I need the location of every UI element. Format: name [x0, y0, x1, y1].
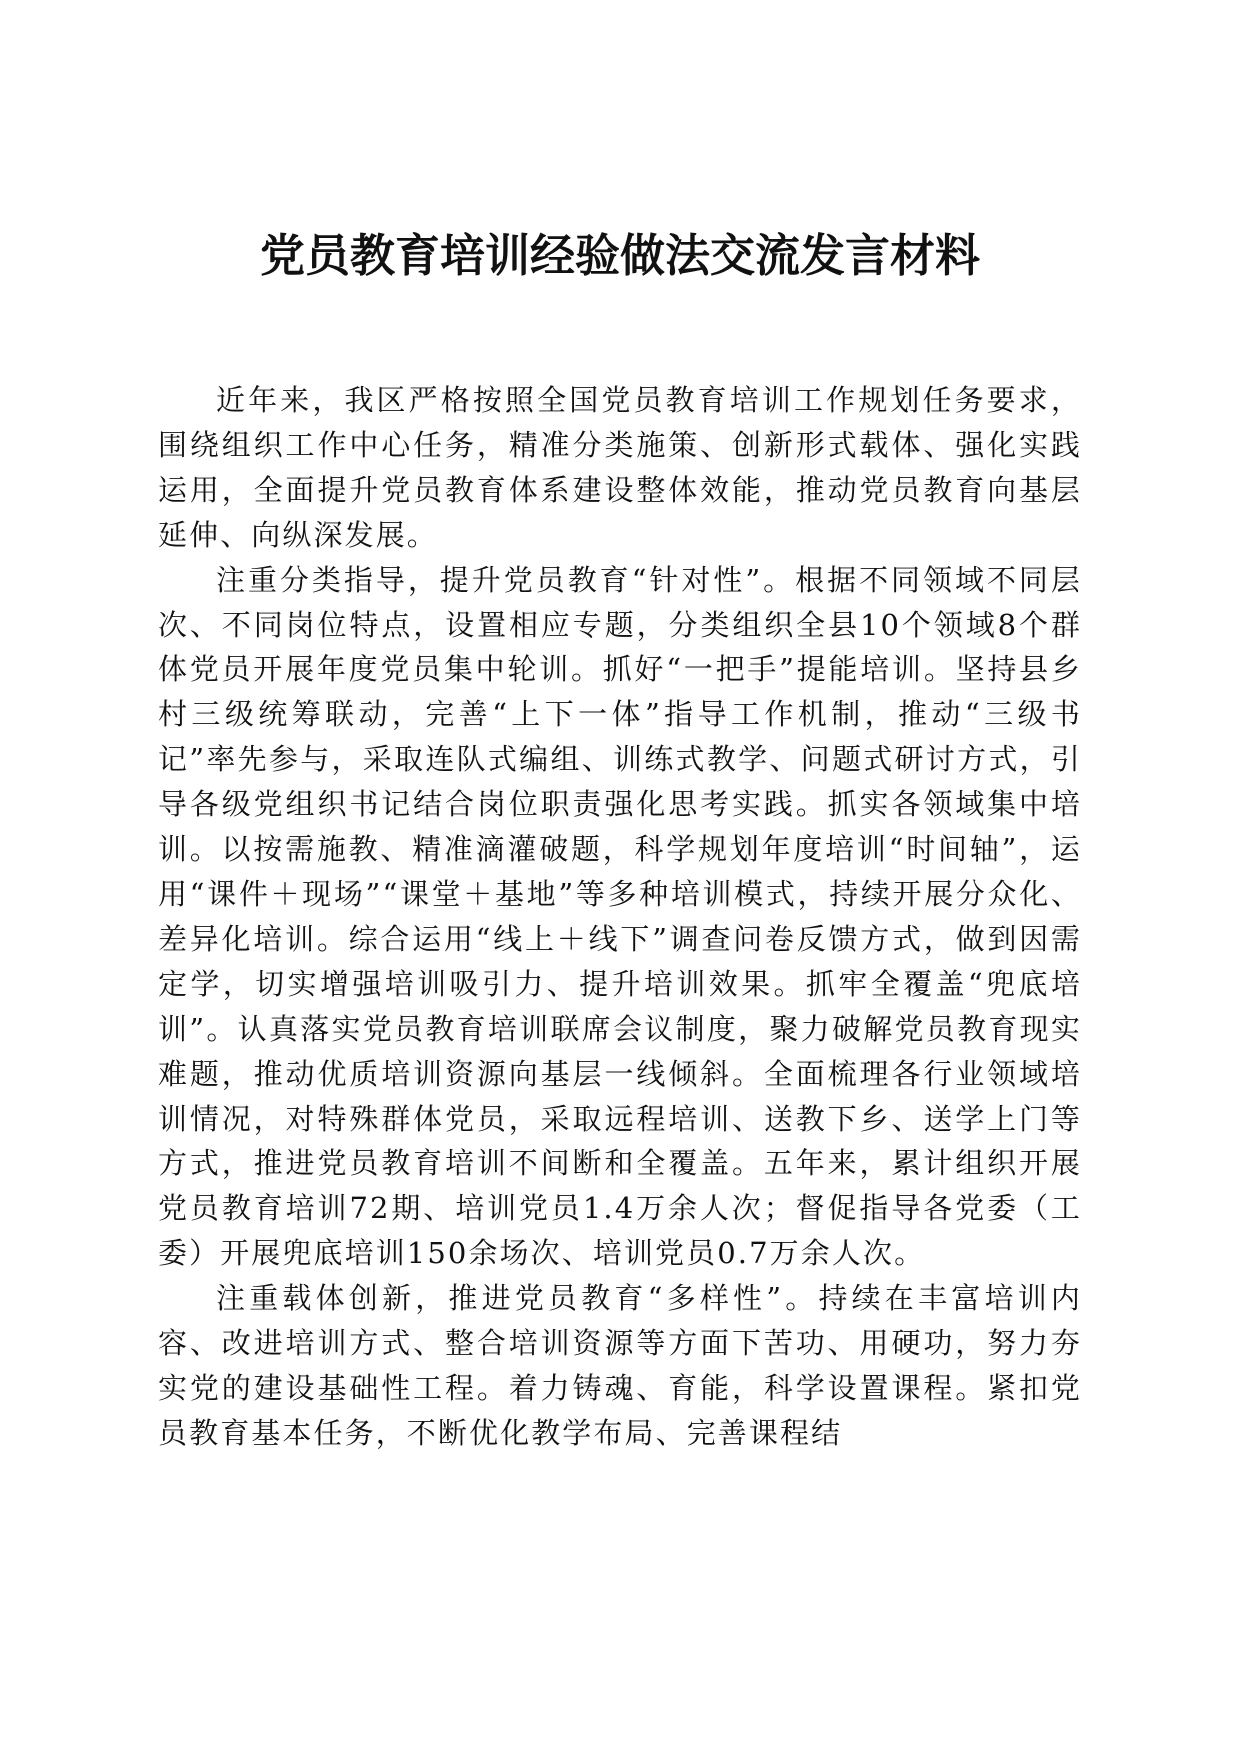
document-body — [158, 378, 1082, 1456]
paragraph-intro: 近年来，我区严格按照全国党员教育培训工作规划任务要求，围绕组织工作中心任务，精准分类施策、创新形式载体、强化实践运用，全面提升党员教育体系建设整体效能，推动党员教育向基层延伸、向纵深发展。 — [158, 383, 1082, 552]
document-title: 党员教育培训经验做法交流发言材料 — [259, 229, 980, 282]
paragraph-carrier-innovation: 注重载体创新，推进党员教育“多样性”。持续在丰富培训内容、改进培训方式、整合培训资源等方面下苦功、用硬功，努力夯实党的建设基础性工程。着力铸魂、育能，科学设置课程。紧扣党员教育基本任务，不断优化教学布局、完善课程结 — [158, 1281, 1082, 1450]
paragraph-classified-guidance: 注重分类指导，提升党员教育“针对性”。根据不同领域不同层次、不同岗位特点，设置相应专题，分类组织全县10个领域8个群体党员开展年度党员集中轮训。抓好“一把手”提能培训。坚持县乡村三级统筹联动，完善“上下一体”指导工作机制，推动“三级书记”率先参与，采取连队式编组、训练式教学、问题式研讨方式，引导各级党组织书记结合岗位职责强化思考实践。抓实各领域集中培训。以按需施教、精准滴灌破题，科学规划年度培训“时间轴”，运用“课件＋现场”“课堂＋基地”等多种培训模式，持续开展分众化、差异化培训。综合运用“线上＋线下”调查问卷反馈方式，做到因需定学，切实增强培训吸引力、提升培训效果。抓牢全覆盖“兜底培训”。认真落实党员教育培训联席会议制度，聚力破解党员教育现实难题，推动优质培训资源向基层一线倾斜。全面梳理各行业领域培训情况，对特殊群体党员，采取远程培训、送教下乡、送学上门等方式，推进党员教育培训不间断和全覆盖。五年来，累计组织开展党员教育培训72期、培训党员1.4万余人次；督促指导各党委（工委）开展兜底培训150余场次、培训党员0.7万余人次。 — [158, 562, 1082, 1271]
